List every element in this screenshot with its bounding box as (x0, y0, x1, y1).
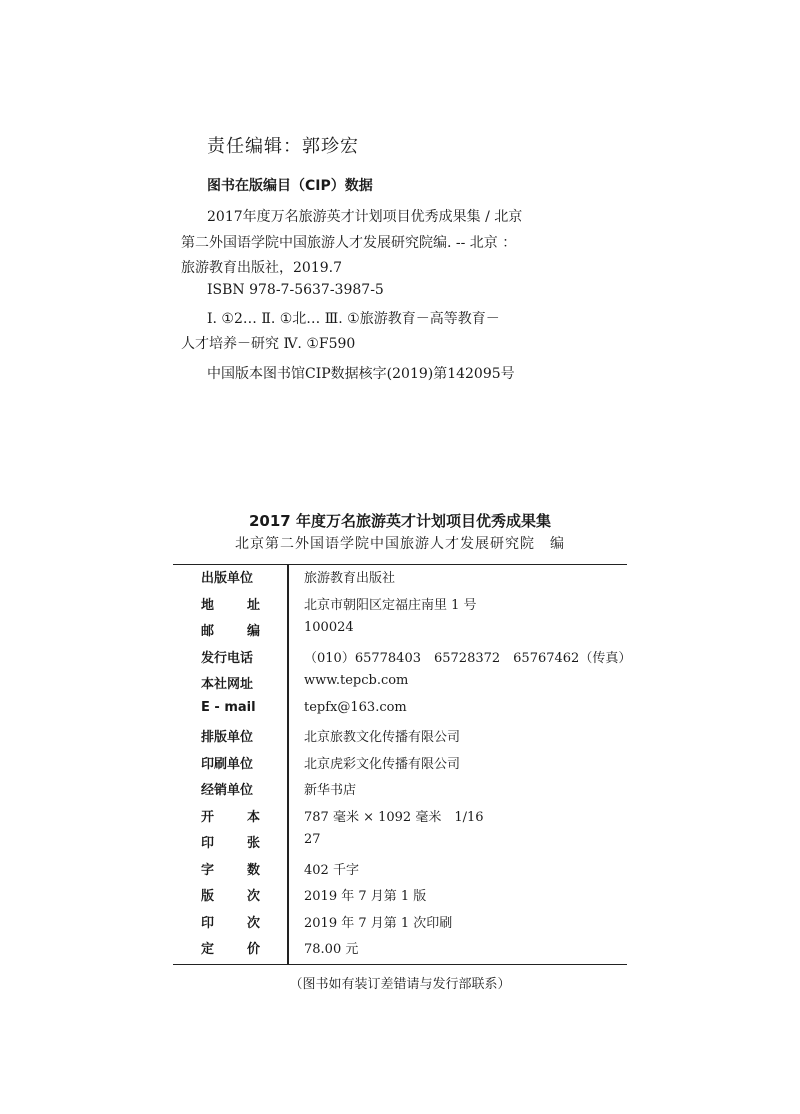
label-char: 张 (246, 836, 260, 851)
row-label: 出版单位 (201, 571, 254, 586)
row-label (201, 806, 260, 825)
table-row (173, 700, 627, 727)
row-label (201, 912, 260, 931)
row-label: 本社网址 (201, 677, 254, 692)
table-row (173, 806, 627, 833)
table-row (173, 859, 627, 886)
cip-line: 2017年度万名旅游英才计划项目优秀成果集 / 北京 (207, 209, 523, 225)
table-top-rule (173, 564, 627, 565)
row-value: 100024 (304, 620, 354, 635)
cip-record-number: 中国版本图书馆CIP数据核字(2019)第142095号 (207, 366, 515, 382)
row-label: E - mail (201, 699, 256, 715)
row-label (201, 620, 260, 639)
row-value: 新华书店 (304, 783, 357, 798)
label-char: 印 (201, 915, 215, 931)
table-row (173, 594, 627, 621)
table-row (173, 832, 627, 859)
table-row (173, 567, 627, 594)
label-char: 次 (246, 915, 260, 931)
table-row (173, 779, 627, 806)
row-value: 北京市朝阳区定福庄南里 1 号 (304, 597, 477, 613)
label-char: 版 (201, 889, 215, 904)
row-value: www.tepcb.com (304, 673, 409, 688)
table-row (173, 885, 627, 912)
cip-line: 人才培养－研究 Ⅳ. ①F590 (181, 336, 356, 352)
label-char: 字 (201, 862, 215, 878)
table-row (173, 726, 627, 753)
row-label (201, 885, 260, 904)
row-label: 发行电话 (201, 650, 254, 666)
row-value: （010）65778403 65728372 65767462（传真） (304, 650, 632, 666)
row-label (201, 938, 260, 957)
label-char: 本 (246, 809, 260, 825)
row-value: 787 毫米 × 1092 毫米 1/16 (304, 809, 484, 825)
table-row (173, 753, 627, 780)
responsible-editor: 责任编辑：郭珍宏 (207, 136, 359, 157)
row-value: 旅游教育出版社 (304, 571, 396, 586)
label-char: 地 (201, 597, 215, 613)
label-char: 址 (246, 597, 260, 613)
cip-line: 旅游教育出版社，2019.7 (181, 260, 342, 276)
row-value: 2019 年 7 月第 1 次印刷 (304, 915, 453, 931)
label-char: 数 (246, 862, 260, 878)
cip-heading: 图书在版编目（CIP）数据 (207, 178, 373, 194)
book-editor: 北京第二外国语学院中国旅游人才发展研究院 编 (235, 536, 565, 552)
row-value: 北京虎彩文化传播有限公司 (304, 756, 461, 772)
row-value: 北京旅教文化传播有限公司 (304, 730, 461, 745)
row-label (201, 859, 260, 878)
cip-line: 第二外国语学院中国旅游人才发展研究院编. -- 北京 ： (181, 235, 517, 251)
row-label (201, 594, 260, 613)
row-value: 2019 年 7 月第 1 版 (304, 889, 427, 904)
table-row (173, 938, 627, 965)
label-char: 价 (246, 942, 260, 957)
table-row (173, 620, 627, 647)
table-row (173, 647, 632, 674)
table-row (173, 673, 627, 700)
label-char: 定 (201, 942, 215, 957)
label-char: 次 (246, 889, 260, 904)
table-row (173, 912, 627, 939)
label-char: 编 (246, 624, 260, 639)
row-label: 印刷单位 (201, 756, 254, 772)
row-value: 402 千字 (304, 862, 359, 878)
label-char: 邮 (201, 624, 215, 639)
cip-isbn: ISBN 978-7-5637-3987-5 (207, 282, 384, 298)
label-char: 印 (201, 836, 215, 851)
row-label: 排版单位 (201, 730, 254, 745)
book-title: 2017 年度万名旅游英才计划项目优秀成果集 (249, 512, 551, 530)
row-value: 27 (304, 832, 321, 847)
label-char: 开 (201, 809, 215, 825)
cip-line: Ⅰ. ①2… Ⅱ. ①北… Ⅲ. ①旅游教育－高等教育－ (207, 311, 500, 327)
row-value: 78.00 元 (304, 942, 359, 957)
row-value: tepfx@163.com (304, 699, 407, 715)
footer-note: （图书如有装订差错请与发行部联系） (289, 977, 511, 992)
row-label: 经销单位 (201, 783, 254, 798)
row-label (201, 832, 260, 851)
